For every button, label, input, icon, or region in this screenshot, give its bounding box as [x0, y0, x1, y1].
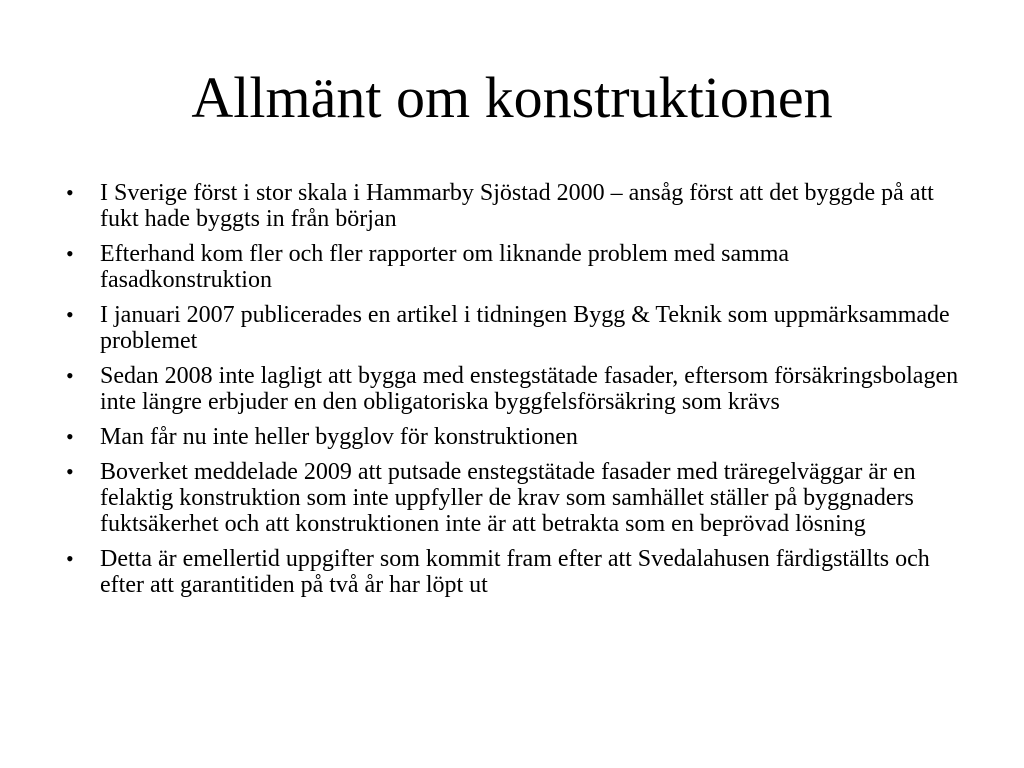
bullet-text: Man får nu inte heller bygglov för konstruktionen	[100, 424, 578, 450]
bullet-item	[60, 459, 960, 537]
bullet-item	[60, 302, 960, 354]
bullet-marker: •	[66, 459, 74, 484]
slide-title: Allmänt om konstruktionen	[191, 65, 833, 130]
bullet-marker: •	[66, 363, 74, 388]
bullet-marker: •	[66, 241, 74, 266]
bullet-text: Detta är emellertid uppgifter som kommit fram efter att Svedalahusen färdigställts och efter att garantitiden på två år har löpt ut	[100, 546, 930, 598]
bullet-item	[60, 546, 960, 598]
bullet-text: Sedan 2008 inte lagligt att bygga med enstegstätade fasader, eftersom försäkringsbolagen inte längre erbjuder en den obligatoriska byggfelsförsäkring som krävs	[100, 363, 959, 415]
bullet-text: I januari 2007 publicerades en artikel i tidningen Bygg & Teknik som uppmärksammade problemet	[100, 302, 950, 354]
bullet-item	[60, 180, 960, 232]
bullet-marker: •	[66, 424, 74, 449]
bullet-marker: •	[66, 302, 74, 327]
bullet-text: I Sverige först i stor skala i Hammarby Sjöstad 2000 – ansåg först att det byggde på att fukt hade byggts in från början	[100, 180, 934, 232]
bullet-text: Efterhand kom fler och fler rapporter om liknande problem med samma fasadkonstruktion	[100, 241, 790, 293]
bullet-list	[60, 180, 960, 607]
bullet-item	[60, 363, 960, 415]
bullet-marker: •	[66, 180, 74, 205]
bullet-item	[60, 424, 960, 450]
bullet-item	[60, 241, 960, 293]
bullet-text: Boverket meddelade 2009 att putsade enstegstätade fasader med träregelväggar är en felaktig konstruktion som inte uppfyller de krav som samhället ställer på byggnaders fuktsäkerhet och att konstruktionen inte är att betrakta som en beprövad lösning	[100, 459, 916, 537]
bullet-marker: •	[66, 546, 74, 571]
